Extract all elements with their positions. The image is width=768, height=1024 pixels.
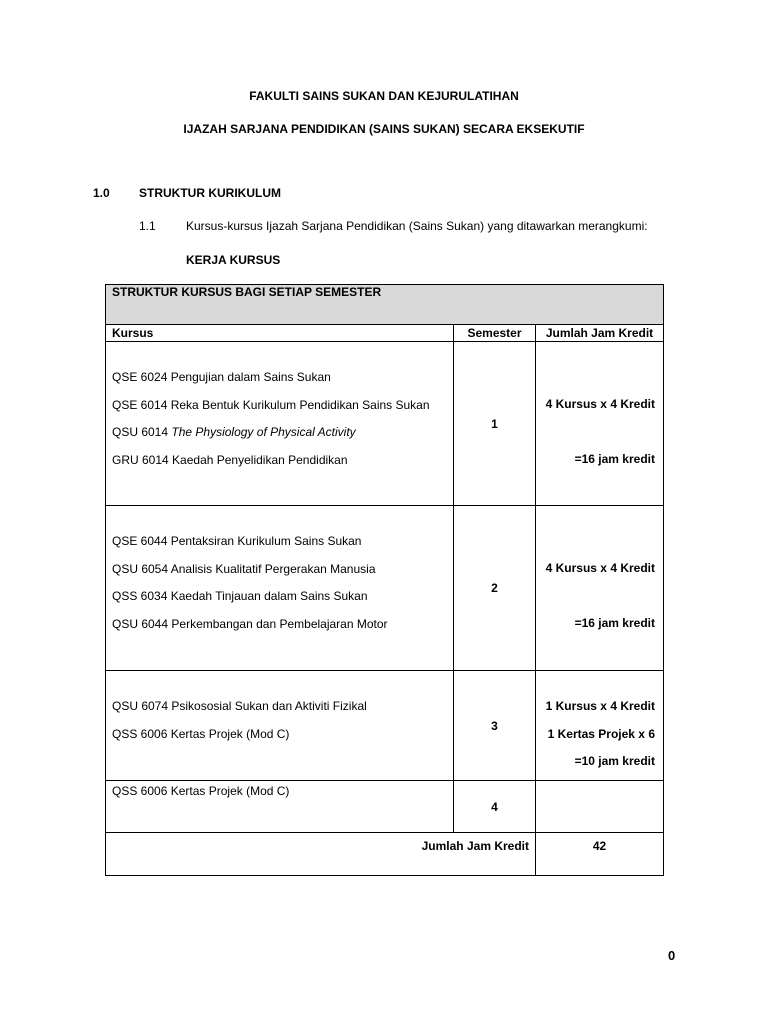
semester-cell: 4: [454, 781, 536, 833]
page-number: 0: [668, 948, 676, 963]
course-item: QSS 6034 Kaedah Tinjauan dalam Sains Sukan: [112, 589, 368, 603]
section-number: 1.0: [93, 186, 110, 200]
table-header-row: [106, 325, 664, 342]
table-row: [106, 671, 664, 781]
faculty-title: FAKULTI SAINS SUKAN DAN KEJURULATIHAN: [249, 89, 519, 103]
table-title-row: [106, 285, 664, 325]
credit-cell: [536, 781, 664, 833]
course-item: QSU 6074 Psikososial Sukan dan Aktiviti Fizikal: [112, 699, 367, 713]
course-item: QSE 6044 Pentaksiran Kurikulum Sains Sukan: [112, 534, 362, 548]
total-label: Jumlah Jam Kredit: [106, 833, 536, 876]
credit-cell: 4 Kursus x 4 Kredit =16 jam kredit: [536, 506, 664, 671]
table-row: [106, 342, 664, 506]
programme-title: IJAZAH SARJANA PENDIDIKAN (SAINS SUKAN) SECARA EKSEKUTIF: [183, 122, 585, 136]
course-item: QSE 6024 Pengujian dalam Sains Sukan: [112, 370, 331, 384]
semester-cell: 2: [454, 506, 536, 671]
column-header-kursus: Kursus: [106, 325, 454, 342]
section-title: STRUKTUR KURIKULUM: [139, 186, 281, 200]
column-header-semester: Semester: [454, 325, 536, 342]
table-row: [106, 506, 664, 671]
table-title: STRUKTUR KURSUS BAGI SETIAP SEMESTER: [106, 285, 664, 325]
course-structure-table: [105, 284, 664, 876]
course-item: QSU 6014 The Physiology of Physical Activity: [112, 425, 356, 439]
column-header-kredit: Jumlah Jam Kredit: [536, 325, 664, 342]
course-list: [106, 342, 454, 506]
course-list: [106, 781, 454, 833]
course-item: QSE 6014 Reka Bentuk Kurikulum Pendidikan Sains Sukan: [112, 397, 430, 412]
course-item: QSU 6054 Analisis Kualitatif Pergerakan Manusia: [112, 561, 376, 576]
semester-cell: 1: [454, 342, 536, 506]
course-item: QSU 6044 Perkembangan dan Pembelajaran Motor: [112, 616, 388, 631]
semester-cell: 3: [454, 671, 536, 781]
course-item: QSS 6006 Kertas Projek (Mod C): [112, 784, 290, 798]
total-row: [106, 833, 664, 876]
subsection-number: 1.1: [139, 219, 156, 233]
course-list: [106, 671, 454, 781]
course-item: QSS 6006 Kertas Projek (Mod C): [112, 726, 290, 741]
credit-cell: 1 Kursus x 4 Kredit 1 Kertas Projek x 6 =10 jam kredit: [536, 671, 664, 781]
credit-cell: 4 Kursus x 4 Kredit =16 jam kredit: [536, 342, 664, 506]
course-list: [106, 506, 454, 671]
total-value: 42: [536, 833, 664, 876]
course-item: GRU 6014 Kaedah Penyelidikan Pendidikan: [112, 452, 348, 467]
table-row: [106, 781, 664, 833]
subsection-text: Kursus-kursus Ijazah Sarjana Pendidikan (Sains Sukan) yang ditawarkan merangkumi:: [186, 219, 648, 233]
coursework-heading: KERJA KURSUS: [186, 253, 281, 267]
